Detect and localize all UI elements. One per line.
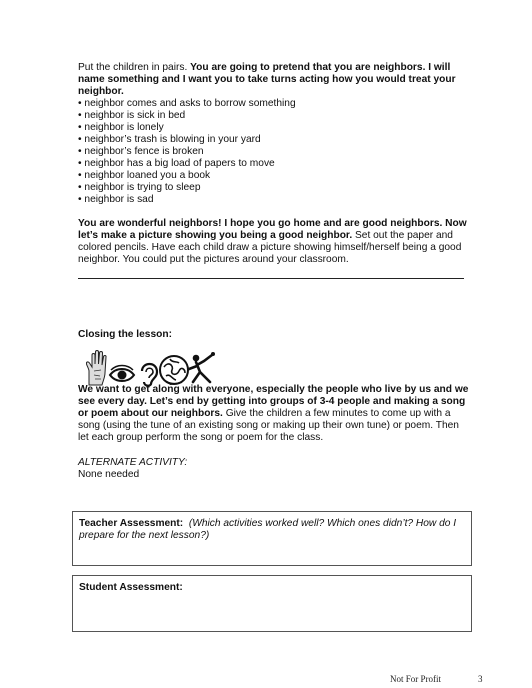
alternate-value: None needed bbox=[78, 469, 140, 480]
list-item: • neighbor’s trash is blowing in your yard bbox=[78, 134, 472, 146]
closing-paragraph bbox=[78, 384, 472, 444]
intro-plain-text: Put the children in pairs. bbox=[78, 62, 191, 73]
brain-icon bbox=[160, 356, 188, 385]
ear-icon bbox=[142, 364, 157, 386]
teacher-assessment-prompt: (Which activities worked well? Which ones didn’t? How do I prepare for the next lesson?) bbox=[79, 518, 457, 541]
list-item: • neighbor is lonely bbox=[78, 122, 472, 134]
list-item: • neighbor has a big load of papers to move bbox=[78, 158, 472, 170]
student-assessment-box bbox=[72, 575, 472, 632]
teacher-assessment-box bbox=[72, 511, 472, 566]
intro-section bbox=[78, 62, 472, 206]
wonderful-paragraph bbox=[78, 218, 472, 266]
hand-icon bbox=[86, 351, 106, 386]
closing-plain-text: Give the children a few minutes to come up with a song (using the tune of an existing song or making up their own tune) or poem. Then let each group perform the song or poem for the class. bbox=[78, 408, 459, 443]
figure-icon bbox=[189, 352, 215, 382]
alternate-label: ALTERNATE ACTIVITY: bbox=[78, 457, 188, 468]
teacher-assessment-text bbox=[79, 518, 465, 542]
learning-styles-icons bbox=[86, 349, 216, 387]
closing-heading: Closing the lesson: bbox=[78, 329, 172, 340]
list-item: • neighbor’s fence is broken bbox=[78, 146, 472, 158]
wonderful-section bbox=[78, 218, 472, 266]
section-divider bbox=[78, 278, 464, 279]
closing-section bbox=[78, 384, 472, 444]
scenario-list bbox=[78, 98, 472, 206]
list-item: • neighbor loaned you a book bbox=[78, 170, 472, 182]
page-number: 3 bbox=[478, 674, 483, 684]
list-item: • neighbor comes and asks to borrow something bbox=[78, 98, 472, 110]
eye-icon bbox=[110, 366, 134, 382]
wonderful-plain-text: Set out the paper and colored pencils. Have each child draw a picture showing himself/herself being a good neighbor. You could put the pictures around your classroom. bbox=[78, 230, 462, 265]
page-footer bbox=[390, 673, 500, 685]
alternate-section bbox=[78, 457, 472, 481]
footer-text: Not For Profit bbox=[390, 674, 442, 684]
closing-bold-text: We want to get along with everyone, especially the people who live by us and we see every day. Let’s end by getting into groups of 3-4 people and making a song or poem about our neighbors. bbox=[78, 384, 469, 419]
list-item: • neighbor is sad bbox=[78, 194, 472, 206]
intro-paragraph bbox=[78, 62, 472, 98]
student-assessment-label: Student Assessment: bbox=[79, 582, 183, 593]
list-item: • neighbor is trying to sleep bbox=[78, 182, 472, 194]
intro-bold-text: You are going to pretend that you are neighbors. I will name something and I want you to take turns acting how you would treat your neighbor. bbox=[78, 62, 456, 97]
teacher-assessment-label: Teacher Assessment: bbox=[79, 518, 184, 529]
closing-heading-block bbox=[78, 329, 472, 341]
wonderful-bold-text: You are wonderful neighbors! I hope you go home and are good neighbors. Now let’s make a picture showing you being a good neighbor. bbox=[78, 218, 467, 241]
list-item: • neighbor is sick in bed bbox=[78, 110, 472, 122]
